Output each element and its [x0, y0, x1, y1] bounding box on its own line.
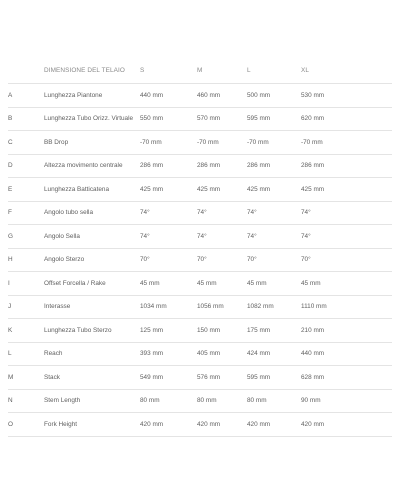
- row-code: K: [8, 319, 44, 343]
- row-value-m: 570 mm: [197, 107, 247, 131]
- row-value-l: 286 mm: [247, 154, 301, 178]
- table-row: [8, 389, 392, 413]
- row-value-l: 1082 mm: [247, 295, 301, 319]
- row-value-xl: 74°: [301, 225, 392, 249]
- table-row: [8, 154, 392, 178]
- table-row: [8, 131, 392, 155]
- row-value-l: 175 mm: [247, 319, 301, 343]
- row-value-m: 74°: [197, 201, 247, 225]
- row-code: M: [8, 366, 44, 390]
- row-value-s: -70 mm: [140, 131, 197, 155]
- geometry-table: [8, 58, 392, 437]
- row-value-l: 425 mm: [247, 178, 301, 202]
- row-value-xl: 70°: [301, 248, 392, 272]
- table-row: [8, 107, 392, 131]
- row-code: N: [8, 389, 44, 413]
- row-value-l: 595 mm: [247, 107, 301, 131]
- row-value-l: 74°: [247, 201, 301, 225]
- row-value-s: 440 mm: [140, 84, 197, 108]
- header-code: [8, 58, 44, 84]
- table-body: [8, 84, 392, 437]
- row-code: A: [8, 84, 44, 108]
- row-value-m: -70 mm: [197, 131, 247, 155]
- row-dimension-name: Fork Height: [44, 413, 140, 437]
- table-row: [8, 178, 392, 202]
- row-value-xl: 45 mm: [301, 272, 392, 296]
- row-value-m: 405 mm: [197, 342, 247, 366]
- header-row: [8, 58, 392, 84]
- row-value-xl: 90 mm: [301, 389, 392, 413]
- row-dimension-name: Lunghezza Piantone: [44, 84, 140, 108]
- row-code: G: [8, 225, 44, 249]
- row-dimension-name: Stem Length: [44, 389, 140, 413]
- row-dimension-name: Lunghezza Tubo Sterzo: [44, 319, 140, 343]
- row-code: H: [8, 248, 44, 272]
- row-value-l: 70°: [247, 248, 301, 272]
- table-row: [8, 342, 392, 366]
- row-value-xl: 620 mm: [301, 107, 392, 131]
- row-value-m: 286 mm: [197, 154, 247, 178]
- row-code: C: [8, 131, 44, 155]
- row-value-l: 80 mm: [247, 389, 301, 413]
- row-value-s: 550 mm: [140, 107, 197, 131]
- table-row: [8, 413, 392, 437]
- row-value-xl: 74°: [301, 201, 392, 225]
- row-code: E: [8, 178, 44, 202]
- row-value-xl: 440 mm: [301, 342, 392, 366]
- row-dimension-name: Angolo tubo sella: [44, 201, 140, 225]
- table-row: [8, 366, 392, 390]
- row-value-xl: 530 mm: [301, 84, 392, 108]
- row-value-xl: 286 mm: [301, 154, 392, 178]
- row-value-s: 286 mm: [140, 154, 197, 178]
- row-value-m: 460 mm: [197, 84, 247, 108]
- row-dimension-name: Lunghezza Tubo Orizz. Virtuale: [44, 107, 140, 131]
- row-value-s: 393 mm: [140, 342, 197, 366]
- row-value-xl: 1110 mm: [301, 295, 392, 319]
- row-value-m: 576 mm: [197, 366, 247, 390]
- header-frame-dimension: DIMENSIONE DEL TELAIO: [44, 58, 140, 84]
- row-value-s: 1034 mm: [140, 295, 197, 319]
- table-header: [8, 58, 392, 84]
- row-value-xl: -70 mm: [301, 131, 392, 155]
- row-dimension-name: Angolo Sella: [44, 225, 140, 249]
- table-row: [8, 319, 392, 343]
- row-value-l: 595 mm: [247, 366, 301, 390]
- row-dimension-name: Angolo Sterzo: [44, 248, 140, 272]
- row-code: D: [8, 154, 44, 178]
- row-dimension-name: Reach: [44, 342, 140, 366]
- header-size-l: L: [247, 58, 301, 84]
- row-value-s: 74°: [140, 225, 197, 249]
- row-value-s: 125 mm: [140, 319, 197, 343]
- row-value-xl: 628 mm: [301, 366, 392, 390]
- row-value-l: 424 mm: [247, 342, 301, 366]
- row-value-s: 80 mm: [140, 389, 197, 413]
- row-code: B: [8, 107, 44, 131]
- row-value-s: 420 mm: [140, 413, 197, 437]
- table-row: [8, 225, 392, 249]
- row-value-l: 420 mm: [247, 413, 301, 437]
- table-row: [8, 84, 392, 108]
- row-dimension-name: Interasse: [44, 295, 140, 319]
- row-value-xl: 425 mm: [301, 178, 392, 202]
- row-dimension-name: Altezza movimento centrale: [44, 154, 140, 178]
- row-dimension-name: Stack: [44, 366, 140, 390]
- row-value-l: -70 mm: [247, 131, 301, 155]
- row-code: L: [8, 342, 44, 366]
- row-value-s: 74°: [140, 201, 197, 225]
- row-value-m: 150 mm: [197, 319, 247, 343]
- row-value-xl: 210 mm: [301, 319, 392, 343]
- row-value-m: 425 mm: [197, 178, 247, 202]
- row-code: I: [8, 272, 44, 296]
- table-row: [8, 248, 392, 272]
- table-row: [8, 272, 392, 296]
- row-code: J: [8, 295, 44, 319]
- row-value-l: 45 mm: [247, 272, 301, 296]
- row-value-s: 45 mm: [140, 272, 197, 296]
- row-value-s: 70°: [140, 248, 197, 272]
- row-value-m: 45 mm: [197, 272, 247, 296]
- row-dimension-name: Lunghezza Batticatena: [44, 178, 140, 202]
- row-value-xl: 420 mm: [301, 413, 392, 437]
- table-row: [8, 295, 392, 319]
- header-size-s: S: [140, 58, 197, 84]
- row-code: O: [8, 413, 44, 437]
- row-value-s: 425 mm: [140, 178, 197, 202]
- row-dimension-name: BB Drop: [44, 131, 140, 155]
- row-value-s: 549 mm: [140, 366, 197, 390]
- header-size-xl: XL: [301, 58, 392, 84]
- table-row: [8, 201, 392, 225]
- row-dimension-name: Offset Forcella / Rake: [44, 272, 140, 296]
- row-value-m: 420 mm: [197, 413, 247, 437]
- row-value-m: 70°: [197, 248, 247, 272]
- row-value-l: 500 mm: [247, 84, 301, 108]
- row-value-m: 1056 mm: [197, 295, 247, 319]
- row-value-l: 74°: [247, 225, 301, 249]
- header-size-m: M: [197, 58, 247, 84]
- row-code: F: [8, 201, 44, 225]
- row-value-m: 74°: [197, 225, 247, 249]
- row-value-m: 80 mm: [197, 389, 247, 413]
